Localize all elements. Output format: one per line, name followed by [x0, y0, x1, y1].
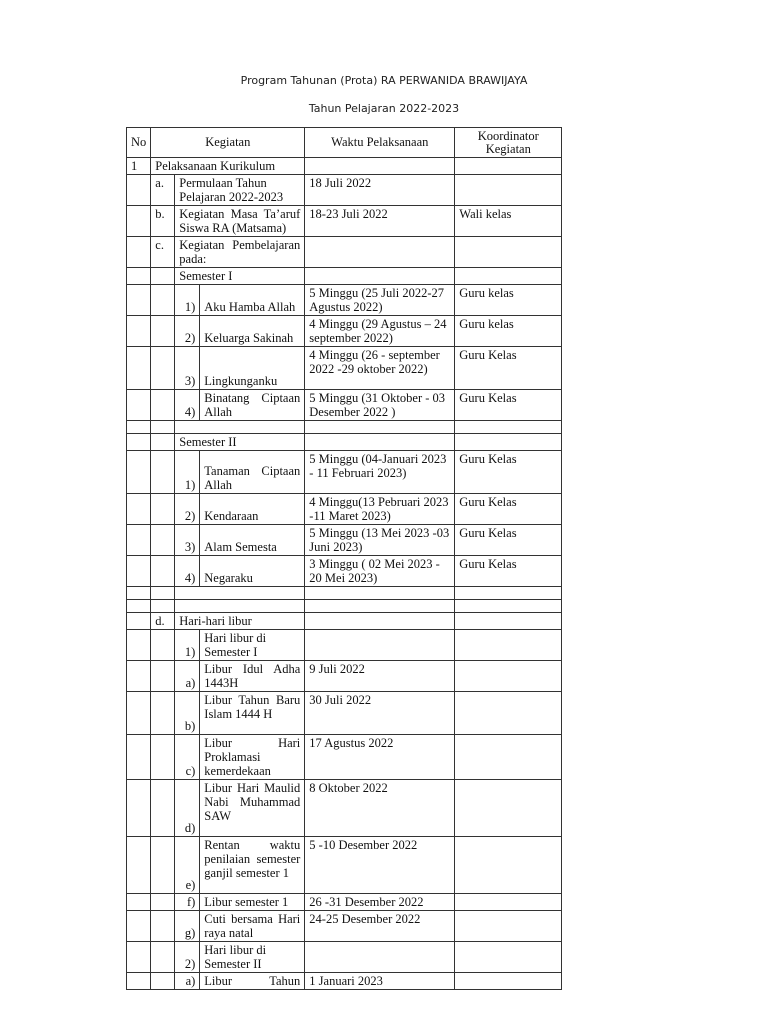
row-item-letter: f) — [175, 894, 200, 911]
semester-label: Semester II — [175, 434, 305, 451]
row-item-number: 1) — [175, 285, 200, 316]
table-row — [127, 525, 562, 556]
table-row — [127, 894, 562, 911]
row-koordinator: Guru Kelas — [455, 494, 562, 525]
table-row — [127, 494, 562, 525]
row-tema: Negaraku — [200, 556, 305, 587]
table-row — [127, 451, 562, 494]
row-kegiatan: Permulaan Tahun Pelajaran 2022-2023 — [175, 175, 305, 206]
libur-semester-label: Hari libur di Semester II — [200, 942, 305, 973]
table-row — [127, 837, 562, 894]
row-item-number: 1) — [175, 451, 200, 494]
row-letter: a. — [151, 175, 175, 206]
row-tema: Lingkunganku — [200, 347, 305, 390]
row-tema: Aku Hamba Allah — [200, 285, 305, 316]
row-waktu: 5 Minggu (31 Oktober - 03 Desember 2022 ) — [305, 390, 455, 421]
row-waktu: 30 Juli 2022 — [305, 692, 455, 735]
row-koordinator: Guru kelas — [455, 316, 562, 347]
row-libur: Cuti bersama Hari raya natal — [200, 911, 305, 942]
header-kegiatan: Kegiatan — [151, 128, 305, 158]
row-item-number: 1) — [175, 630, 200, 661]
row-item-letter: b) — [175, 692, 200, 735]
row-koordinator: Guru Kelas — [455, 451, 562, 494]
row-kegiatan: Kegiatan Masa Ta’aruf Siswa RA (Matsama) — [175, 206, 305, 237]
table-row — [127, 285, 562, 316]
row-item-letter: a) — [175, 973, 200, 990]
table-row — [127, 206, 562, 237]
header-no: No — [127, 128, 151, 158]
row-koordinator: Guru Kelas — [455, 556, 562, 587]
row-libur: Libur Tahun Baru Islam 1444 H — [200, 692, 305, 735]
row-waktu: 1 Januari 2023 — [305, 973, 455, 990]
row-waktu: 4 Minggu (26 - september 2022 -29 oktober 2022) — [305, 347, 455, 390]
row-waktu: 17 Agustus 2022 — [305, 735, 455, 780]
row-item-number: 2) — [175, 494, 200, 525]
row-tema: Kendaraan — [200, 494, 305, 525]
row-item-letter: c) — [175, 735, 200, 780]
row-tema: Tanaman Ciptaan Allah — [200, 451, 305, 494]
row-waktu: 3 Minggu ( 02 Mei 2023 - 20 Mei 2023) — [305, 556, 455, 587]
row-waktu: 5 Minggu (25 Juli 2022-27 Agustus 2022) — [305, 285, 455, 316]
row-waktu: 5 Minggu (04-Januari 2023 - 11 Februari 2023) — [305, 451, 455, 494]
row-koordinator: Guru Kelas — [455, 390, 562, 421]
row-tema: Binatang Ciptaan Allah — [200, 390, 305, 421]
row-item-number: 4) — [175, 556, 200, 587]
row-koordinator: Guru kelas — [455, 285, 562, 316]
table-row — [127, 421, 562, 434]
row-item-number: 2) — [175, 316, 200, 347]
table-row — [127, 735, 562, 780]
table-row — [127, 661, 562, 692]
table-row — [127, 600, 562, 613]
row-letter: c. — [151, 237, 175, 268]
row-item-letter: e) — [175, 837, 200, 894]
table-row — [127, 434, 562, 451]
row-libur: Libur semester 1 — [200, 894, 305, 911]
table-row — [127, 630, 562, 661]
libur-semester-label: Hari libur di Semester I — [200, 630, 305, 661]
row-waktu: 5 -10 Desember 2022 — [305, 837, 455, 894]
table-header-row — [127, 128, 562, 158]
row-kegiatan: Pelaksanaan Kurikulum — [151, 158, 305, 175]
table-row — [127, 692, 562, 735]
row-letter: d. — [151, 613, 175, 630]
row-waktu: 18-23 Juli 2022 — [305, 206, 455, 237]
table-row — [127, 175, 562, 206]
row-waktu: 18 Juli 2022 — [305, 175, 455, 206]
header-waktu: Waktu Pelaksanaan — [305, 128, 455, 158]
row-kegiatan: Kegiatan Pembelajaran pada: — [175, 237, 305, 268]
program-table — [126, 127, 562, 990]
row-item-number: 3) — [175, 347, 200, 390]
row-item-number: 4) — [175, 390, 200, 421]
semester-label: Semester I — [175, 268, 305, 285]
table-row — [127, 347, 562, 390]
table-row — [127, 316, 562, 347]
row-koordinator: Guru Kelas — [455, 347, 562, 390]
table-row — [127, 613, 562, 630]
table-row — [127, 780, 562, 837]
table-row — [127, 237, 562, 268]
row-koordinator: Wali kelas — [455, 206, 562, 237]
row-number: 1 — [127, 158, 151, 175]
row-tema: Alam Semesta — [200, 525, 305, 556]
header-koordinator: Koordinator Kegiatan — [455, 128, 562, 158]
table-row — [127, 268, 562, 285]
row-item-letter: a) — [175, 661, 200, 692]
table-row — [127, 390, 562, 421]
row-letter: b. — [151, 206, 175, 237]
row-libur: Libur Hari Proklamasi kemerdekaan — [200, 735, 305, 780]
row-libur: Rentan waktu penilaian semester ganjil semester 1 — [200, 837, 305, 894]
row-waktu: 26 -31 Desember 2022 — [305, 894, 455, 911]
row-libur: Libur Hari Maulid Nabi Muhammad SAW — [200, 780, 305, 837]
table-row — [127, 556, 562, 587]
row-waktu: 8 Oktober 2022 — [305, 780, 455, 837]
row-item-letter: d) — [175, 780, 200, 837]
row-item-letter: g) — [175, 911, 200, 942]
table-row — [127, 911, 562, 942]
row-waktu: 4 Minggu (29 Agustus – 24 september 2022) — [305, 316, 455, 347]
document-subtitle: Tahun Pelajaran 2022-2023 — [308, 102, 460, 115]
row-kegiatan: Hari-hari libur — [175, 613, 305, 630]
document-title: Program Tahunan (Prota) RA PERWANIDA BRAWIJAYA — [240, 74, 528, 87]
row-waktu: 4 Minggu(13 Pebruari 2023 -11 Maret 2023) — [305, 494, 455, 525]
row-item-number: 3) — [175, 525, 200, 556]
row-koordinator: Guru Kelas — [455, 525, 562, 556]
table-row — [127, 158, 562, 175]
table-row — [127, 587, 562, 600]
row-waktu: 9 Juli 2022 — [305, 661, 455, 692]
row-waktu: 24-25 Desember 2022 — [305, 911, 455, 942]
row-tema: Keluarga Sakinah — [200, 316, 305, 347]
table-row — [127, 973, 562, 990]
row-libur: Libur Tahun — [200, 973, 305, 990]
row-libur: Libur Idul Adha 1443H — [200, 661, 305, 692]
row-item-number: 2) — [175, 942, 200, 973]
row-waktu: 5 Minggu (13 Mei 2023 -03 Juni 2023) — [305, 525, 455, 556]
table-row — [127, 942, 562, 973]
